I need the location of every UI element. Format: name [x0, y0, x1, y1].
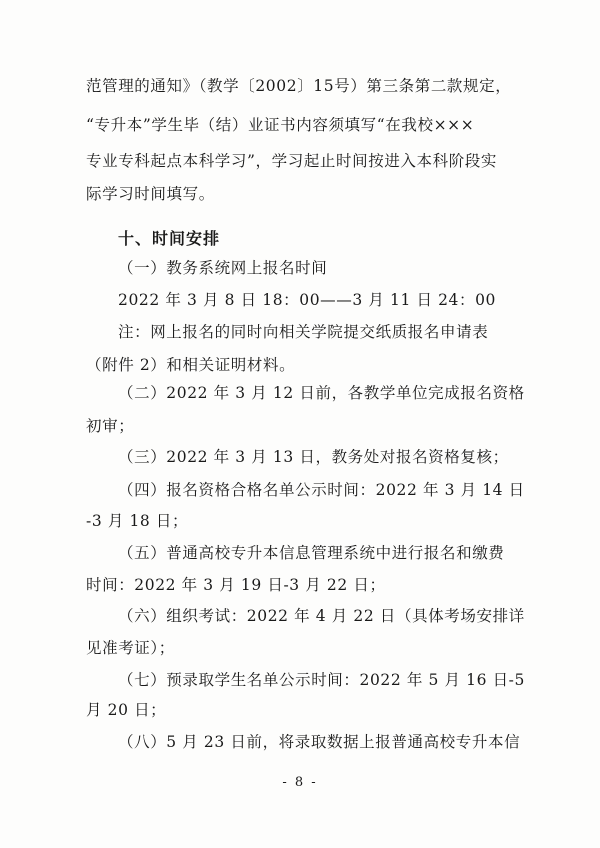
schedule-line: 2022 年 3 月 8 日 18：00——3 月 11 日 24：00: [118, 291, 497, 309]
schedule-line: 初审；: [86, 417, 135, 435]
section-heading: 十、时间安排: [118, 229, 221, 248]
paragraph-line: 范管理的通知》（教学〔2002〕15号）第三条第二款规定，: [86, 77, 512, 95]
paragraph-line: 际学习时间填写。: [86, 185, 215, 203]
schedule-line: （五）普通高校专升本信息管理系统中进行报名和缴费: [118, 544, 505, 562]
schedule-line: -3 月 18 日；: [86, 512, 189, 530]
schedule-line: （七）预录取学生名单公示时间：2022 年 5 月 16 日-5: [118, 671, 525, 689]
schedule-line: （二）2022 年 3 月 12 日前，各教学单位完成报名资格: [118, 384, 525, 402]
paragraph-line: “专升本”学生毕（结）业证书内容须填写“在我校×××: [86, 116, 475, 134]
schedule-line: 时间：2022 年 3 月 19 日-3 月 22 日；: [86, 576, 386, 594]
schedule-line: 注：网上报名的同时向相关学院提交纸质报名申请表: [118, 323, 489, 341]
schedule-line: （八）5 月 23 日前，将录取数据上报普通高校专升本信: [118, 733, 521, 751]
page-number: - 8 -: [282, 775, 318, 790]
schedule-line: （六）组织考试：2022 年 4 月 22 日（具体考场安排详: [118, 607, 525, 625]
paragraph-line: 专业专科起点本科学习”，学习起止时间按进入本科阶段实: [86, 152, 498, 170]
schedule-line: （一）教务系统网上报名时间: [118, 259, 328, 277]
schedule-line: （四）报名资格合格名单公示时间：2022 年 3 月 14 日: [118, 481, 525, 499]
schedule-line: （附件 2）和相关证明材料。: [86, 356, 296, 374]
schedule-line: 见准考证）；: [86, 639, 175, 657]
schedule-line: 月 20 日；: [86, 701, 167, 719]
schedule-line: （三）2022 年 3 月 13 日，教务处对报名资格复核；: [118, 448, 509, 466]
